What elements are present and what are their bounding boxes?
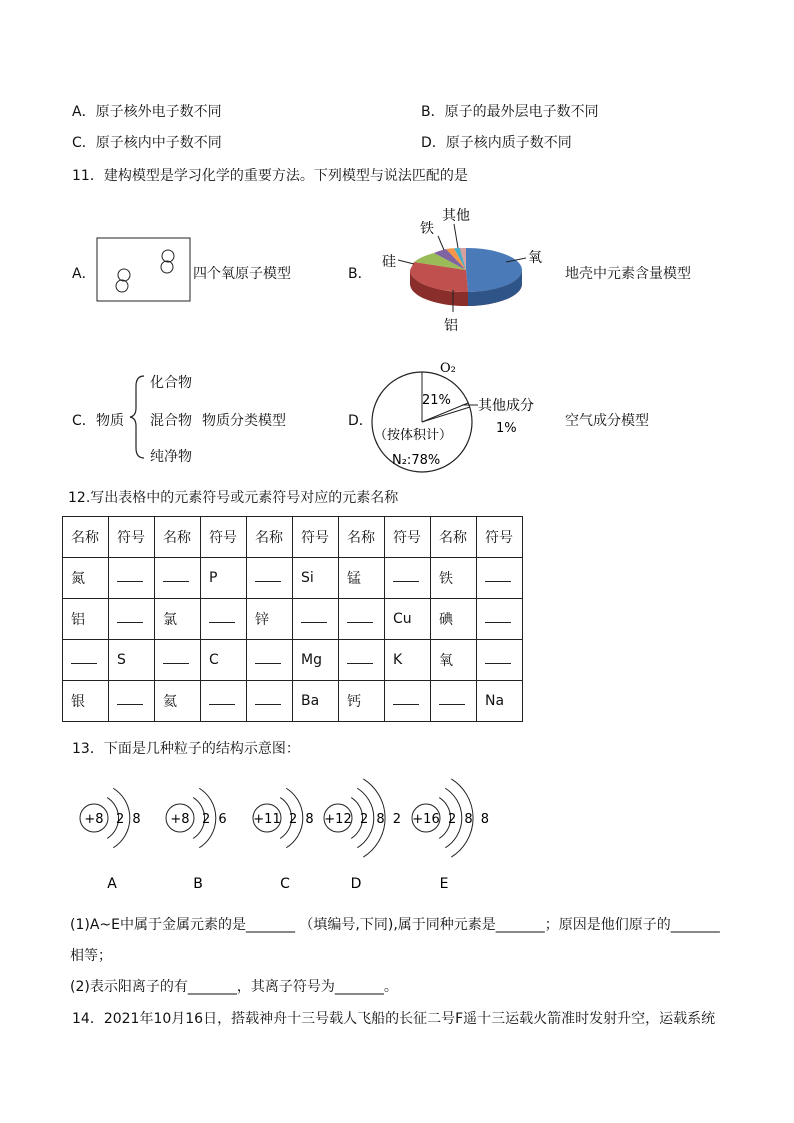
q11-option-c-letter: C． <box>72 413 96 429</box>
blank-answer-cell <box>385 681 431 722</box>
particle-label: A <box>107 876 117 892</box>
answer-blank <box>117 694 143 705</box>
blank-answer-cell <box>155 640 201 681</box>
nucleus-charge: +8 <box>84 812 104 827</box>
blank-answer-cell <box>293 599 339 640</box>
particle-label: C <box>280 876 290 892</box>
brace-icon <box>128 372 148 462</box>
blank-answer-cell <box>247 640 293 681</box>
blank-answer-cell <box>247 681 293 722</box>
nucleus-charge: +8 <box>170 812 190 827</box>
pie-label-iron: 铁 <box>420 221 434 237</box>
table-cell: 氦 <box>155 681 201 722</box>
pie-divider <box>422 407 470 422</box>
table-cell: 铁 <box>431 558 477 599</box>
table-header-cell: 名称 <box>247 517 293 558</box>
table-cell: C <box>201 640 247 681</box>
air-label-o2: O₂ <box>440 361 456 376</box>
particle-label: D <box>350 876 362 892</box>
table-cell: 银 <box>63 681 109 722</box>
air-label-other: 其他成分 <box>478 398 534 414</box>
nucleus-charge: +12 <box>324 812 352 827</box>
answer-blank <box>163 571 189 582</box>
q13-stem: 13．下面是几种粒子的结构示意图： <box>72 741 300 757</box>
q11-option-a-caption: 四个氧原子模型 <box>193 266 291 282</box>
oxygen-atom-model-figure <box>96 237 192 303</box>
blank-answer-cell <box>201 681 247 722</box>
leader-line <box>438 236 444 250</box>
blank-answer-cell <box>201 599 247 640</box>
table-cell: P <box>201 558 247 599</box>
answer-blank <box>485 612 511 623</box>
answer-blank <box>209 694 235 705</box>
table-cell: 铝 <box>63 599 109 640</box>
leader-line <box>398 260 414 264</box>
table-header-cell: 符号 <box>201 517 247 558</box>
answer-blank <box>439 694 465 705</box>
nucleus-charge: +16 <box>412 812 440 827</box>
table-header-cell: 名称 <box>155 517 201 558</box>
blank-answer-cell <box>339 599 385 640</box>
particle-label: E <box>439 876 449 892</box>
nucleus-charge: +11 <box>253 812 281 827</box>
table-header-cell: 名称 <box>431 517 477 558</box>
electron-counts: 2 8 8 <box>448 812 492 827</box>
particle-diagram <box>253 788 316 892</box>
q13-sub1-line2: 相等； <box>70 948 112 964</box>
air-composition-pie <box>370 358 550 473</box>
classification-item-mixture: 混合物 <box>150 413 192 429</box>
blank-answer-cell <box>385 558 431 599</box>
table-cell: Si <box>293 558 339 599</box>
blank-answer-cell <box>109 558 155 599</box>
pie-label-oxygen: 氧 <box>528 250 542 266</box>
q12-stem: 12.写出表格中的元素符号或元素符号对应的元素名称 <box>68 490 399 506</box>
table-header-cell: 符号 <box>385 517 431 558</box>
pie-label-silicon: 硅 <box>382 254 396 270</box>
table-header-row <box>63 517 523 558</box>
table-row <box>63 681 523 722</box>
q11-option-c-caption: 物质分类模型 <box>202 413 286 429</box>
table-cell: 钙 <box>339 681 385 722</box>
table-row <box>63 558 523 599</box>
answer-blank <box>255 571 281 582</box>
particle-diagram <box>324 779 403 892</box>
blank-answer-cell <box>109 599 155 640</box>
answer-blank <box>485 571 511 582</box>
q11-option-d-letter: D． <box>348 413 373 429</box>
q14-stem: 14．2021年10月16日，搭载神舟十三号载人飞船的长征二号F遥十三运载火箭准时发射升空，运载系统 <box>72 1011 716 1027</box>
table-header-cell: 符号 <box>293 517 339 558</box>
classification-item-compound: 化合物 <box>150 375 192 391</box>
table-cell: K <box>385 640 431 681</box>
q11-option-b-letter: B． <box>348 266 372 282</box>
table-cell: 锰 <box>339 558 385 599</box>
model-box <box>97 238 190 301</box>
air-label-n2: N₂:78% <box>392 453 441 468</box>
table-header-cell: 符号 <box>109 517 155 558</box>
blank-answer-cell <box>477 599 523 640</box>
blank-answer-cell <box>247 558 293 599</box>
answer-blank <box>209 612 235 623</box>
answer-blank <box>393 694 419 705</box>
blank-answer-cell <box>339 640 385 681</box>
table-cell: Cu <box>385 599 431 640</box>
air-note: （按体积计） <box>374 428 453 443</box>
table-header-cell: 符号 <box>477 517 523 558</box>
answer-blank <box>117 571 143 582</box>
q11-option-b-caption: 地壳中元素含量模型 <box>565 266 691 282</box>
atom-circle <box>118 269 130 281</box>
answer-blank <box>347 612 373 623</box>
table-cell: Mg <box>293 640 339 681</box>
electron-counts: 2 8 <box>289 812 316 827</box>
crust-element-pie-chart <box>378 200 558 340</box>
atom-circle <box>116 280 128 292</box>
q13-sub1-line1: (1)A~E中属于金属元素的是_______ （填编号,下同),属于同种元素是_______；原因是他们原子的_______ <box>70 917 720 933</box>
answer-blank <box>485 653 511 664</box>
table-cell: 锌 <box>247 599 293 640</box>
table-cell: 氧 <box>431 640 477 681</box>
electron-counts: 2 8 2 <box>360 812 404 827</box>
particle-diagram <box>80 788 143 892</box>
q11-option-a-letter: A． <box>72 266 96 282</box>
element-table <box>62 516 523 722</box>
q11-option-d-caption: 空气成分模型 <box>565 413 649 429</box>
table-row <box>63 599 523 640</box>
particle-diagram <box>412 779 491 892</box>
electron-counts: 2 8 <box>116 812 143 827</box>
blank-answer-cell <box>477 558 523 599</box>
answer-blank <box>255 694 281 705</box>
answer-blank <box>301 612 327 623</box>
table-header-cell: 名称 <box>63 517 109 558</box>
particle-diagram <box>166 788 229 892</box>
blank-answer-cell <box>63 640 109 681</box>
air-label-o2-pct: 21% <box>422 393 451 408</box>
blank-answer-cell <box>109 681 155 722</box>
atom-circle <box>162 250 174 262</box>
q13-sub2: (2)表示阳离子的有_______，其离子符号为_______。 <box>70 979 398 995</box>
q11-stem: 11．建构模型是学习化学的重要方法。下列模型与说法匹配的是 <box>72 168 468 184</box>
particle-structure-diagrams <box>70 768 510 898</box>
q10-option-d: D．原子核内质子数不同 <box>421 135 572 151</box>
leader-line <box>454 224 458 248</box>
q10-option-b: B．原子的最外层电子数不同 <box>421 104 599 120</box>
blank-answer-cell <box>431 681 477 722</box>
answer-blank <box>255 653 281 664</box>
table-cell: Na <box>477 681 523 722</box>
table-cell: 氮 <box>63 558 109 599</box>
classification-item-pure: 纯净物 <box>150 449 192 465</box>
q10-option-a: A．原子核外电子数不同 <box>72 104 222 120</box>
pie-label-aluminium: 铝 <box>444 318 458 334</box>
blank-answer-cell <box>477 640 523 681</box>
table-header-cell: 名称 <box>339 517 385 558</box>
answer-blank <box>163 653 189 664</box>
table-cell: 氯 <box>155 599 201 640</box>
answer-blank <box>347 653 373 664</box>
answer-blank <box>393 571 419 582</box>
table-cell: S <box>109 640 155 681</box>
classification-root: 物质 <box>96 413 124 429</box>
air-label-other-pct: 1% <box>496 421 517 436</box>
answer-blank <box>117 612 143 623</box>
atom-circle <box>161 261 173 273</box>
blank-answer-cell <box>155 558 201 599</box>
table-row <box>63 640 523 681</box>
q10-option-c: C．原子核内中子数不同 <box>72 135 222 151</box>
particle-label: B <box>193 876 203 892</box>
electron-counts: 2 6 <box>202 812 229 827</box>
table-cell: Ba <box>293 681 339 722</box>
answer-blank <box>71 653 97 664</box>
table-cell: 碘 <box>431 599 477 640</box>
pie-label-other: 其他 <box>442 208 470 224</box>
